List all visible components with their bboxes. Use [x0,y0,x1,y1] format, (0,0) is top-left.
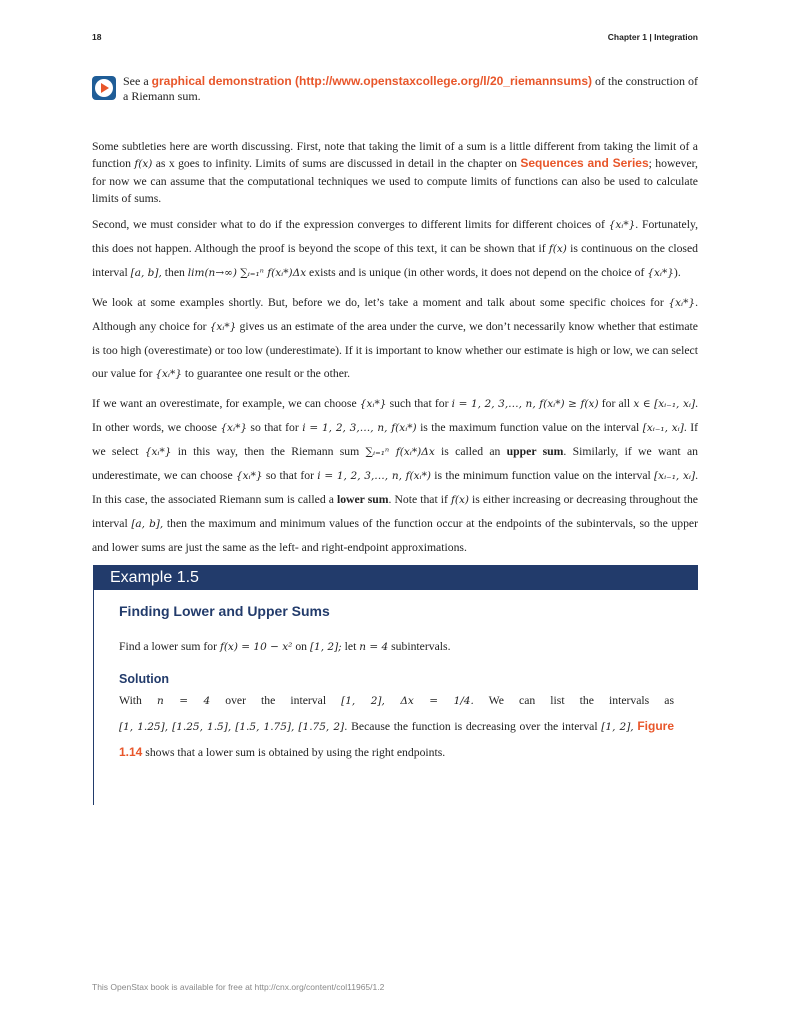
example-content [94,602,698,765]
text-run: See a [123,74,152,88]
text-run: is the minimum function value on the interval [431,469,655,482]
bold-term: upper sum [506,445,564,458]
math-expression: [xᵢ₋₁, xᵢ] [654,470,696,482]
math-expression: {xᵢ*} [235,470,263,482]
text-run: so that for [262,469,318,482]
math-expression: {xᵢ*} [220,422,248,434]
text-run: . Similarly, if we want an underestimate, we can choose [92,445,699,482]
text-run: If we want an overestimate, for example, we can choose [92,397,360,410]
text-run: so that for [247,421,303,434]
text-run: for all [598,397,634,410]
math-expression: i = 1, 2, 3,…, n, f(xᵢ*) [302,422,417,434]
math-expression: f(x) [134,158,153,170]
paragraph [92,392,698,559]
text-run: is the maximum function value on the interval [416,421,643,434]
media-play-icon [92,76,116,100]
math-expression: [1, 2]; [309,641,342,653]
example-problem [119,634,674,660]
text-run: subintervals. [388,640,451,653]
math-expression: n = 4 [359,641,389,653]
math-expression: {xᵢ*} [144,446,172,458]
math-expression: f(x) [548,243,567,255]
paragraph [92,213,698,285]
math-expression: [1, 2], Δx = 1/4. [341,695,474,707]
problem-text [119,634,674,660]
text-run: Second, we must consider what to do if the expression converges to different limits for different choices of [92,218,609,231]
text-run: Because the function is decreasing over the interval [347,720,602,733]
text-run: shows that a lower sum is obtained by using the right endpoints. [142,746,446,759]
text-run: gives us an estimate of the area under the curve, we don’t necessarily know whether that estimate is too high (overestimate) or too low (underestimate). If it is important to know whether our estimate is high or low, we can select our value for [92,320,698,380]
solution-text [119,688,674,765]
example-title: Finding Lower and Upper Sums [119,603,330,619]
math-expression: {xᵢ*} [155,368,182,380]
text-run: . In this case, the associated Riemann sum is called a [92,469,699,506]
math-expression: {xᵢ*} [359,398,387,410]
math-expression: [a, b], [131,518,164,530]
text-run: then [161,266,188,279]
math-expression: i = 1, 2, 3,…, n, f(xᵢ*) ≥ f(x) [451,398,599,410]
body-text [92,138,698,559]
chapter-title: Chapter 1 | Integration [607,32,698,42]
text-run: let [341,640,360,653]
text-run: in this way, then the Riemann sum [171,445,366,458]
text-run: ; however, for now we can assume that the computational techniques we used to compute limits of functions can also be used to calculate limits of sums. [92,157,698,205]
math-expression: {xᵢ*} [647,267,674,279]
math-expression: [1, 1.25], [1.25, 1.5], [1.5, 1.75], [1.75, 2]. [119,721,348,733]
math-expression: {xᵢ*} [668,297,696,309]
link[interactable]: Sequences and Series [520,156,649,170]
text-run: then the maximum and minimum values of the function occur at the endpoints of the subintervals, so the upper and lower sums are just the same as the left- and right-endpoint approximations. [92,517,698,554]
text-run: With [119,694,157,707]
text-run: . Note that if [388,493,451,506]
link[interactable]: Figure 1.14 [119,719,674,759]
text-run: . If we select [92,421,699,458]
text-run: We can list the intervals as [473,694,675,707]
text-run: is continuous on the closed interval [92,242,698,279]
media-callout [92,74,698,104]
math-expression: x ∈ [xᵢ₋₁, xᵢ] [633,398,696,410]
math-expression: [1, 2], [601,721,634,733]
text-run: is either increasing or decreasing throughout the interval [92,493,698,530]
text-run: to guarantee one result or the other. [181,367,351,380]
text-run: is called an [434,445,507,458]
text-run: as x goes to infinity. Limits of sums are discussed in detail in the chapter on [152,157,521,170]
text-run: . Fortunately, this does not happen. Although the proof is beyond the scope of this text, it can be shown that if [92,218,698,255]
math-expression: [xᵢ₋₁, xᵢ] [642,422,684,434]
paragraph [92,291,698,386]
math-expression: {xᵢ*} [608,219,636,231]
paragraph [92,138,698,207]
math-expression: ∑ᵢ₌₁ⁿ f(xᵢ*)Δx [365,446,435,458]
math-expression: f(x) [450,494,469,506]
text-run: exists and is unique (in other words, it does not depend on the choice of [306,266,648,279]
text-run: Find a lower sum for [119,640,220,653]
example-header: Example 1.5 [94,565,698,590]
footer-text: This OpenStax book is available for free at http://cnx.org/content/col11965/1.2 [92,982,385,992]
text-run: . In other words, we choose [92,397,699,434]
content-flow [92,138,698,805]
example-box [93,565,698,805]
text-run: . Although any choice for [92,296,698,333]
text-run: on [292,640,310,653]
math-expression: n = 4 [156,695,211,707]
bold-term: lower sum [336,493,389,506]
math-expression: lim(n→∞) ∑ᵢ₌₁ⁿ f(xᵢ*)Δx [187,267,307,279]
text-run: We look at some examples shortly. But, before we do, let’s take a moment and talk about some specific choices for [92,296,669,309]
math-expression: i = 1, 2, 3,…, n, f(xᵢ*) [317,470,432,482]
text-run: ). [673,266,681,279]
text-run: such that for [386,397,452,410]
example-solution [119,688,674,765]
text-run: over the interval [210,694,342,707]
text-run: of the construction of a Riemann sum. [123,74,698,103]
link[interactable]: graphical demonstration (http://www.openstaxcollege.org/l/20_riemannsums) [151,74,592,88]
math-expression: {xᵢ*} [209,321,237,333]
solution-heading: Solution [119,672,169,686]
page-number: 18 [92,32,102,42]
callout-text [123,74,698,104]
math-expression: [a, b], [130,267,162,279]
text-run: Some subtleties here are worth discussing. First, note that taking the limit of a sum is a little different from taking the limit of a function [92,140,698,170]
math-expression: f(x) = 10 − x² [219,641,293,653]
